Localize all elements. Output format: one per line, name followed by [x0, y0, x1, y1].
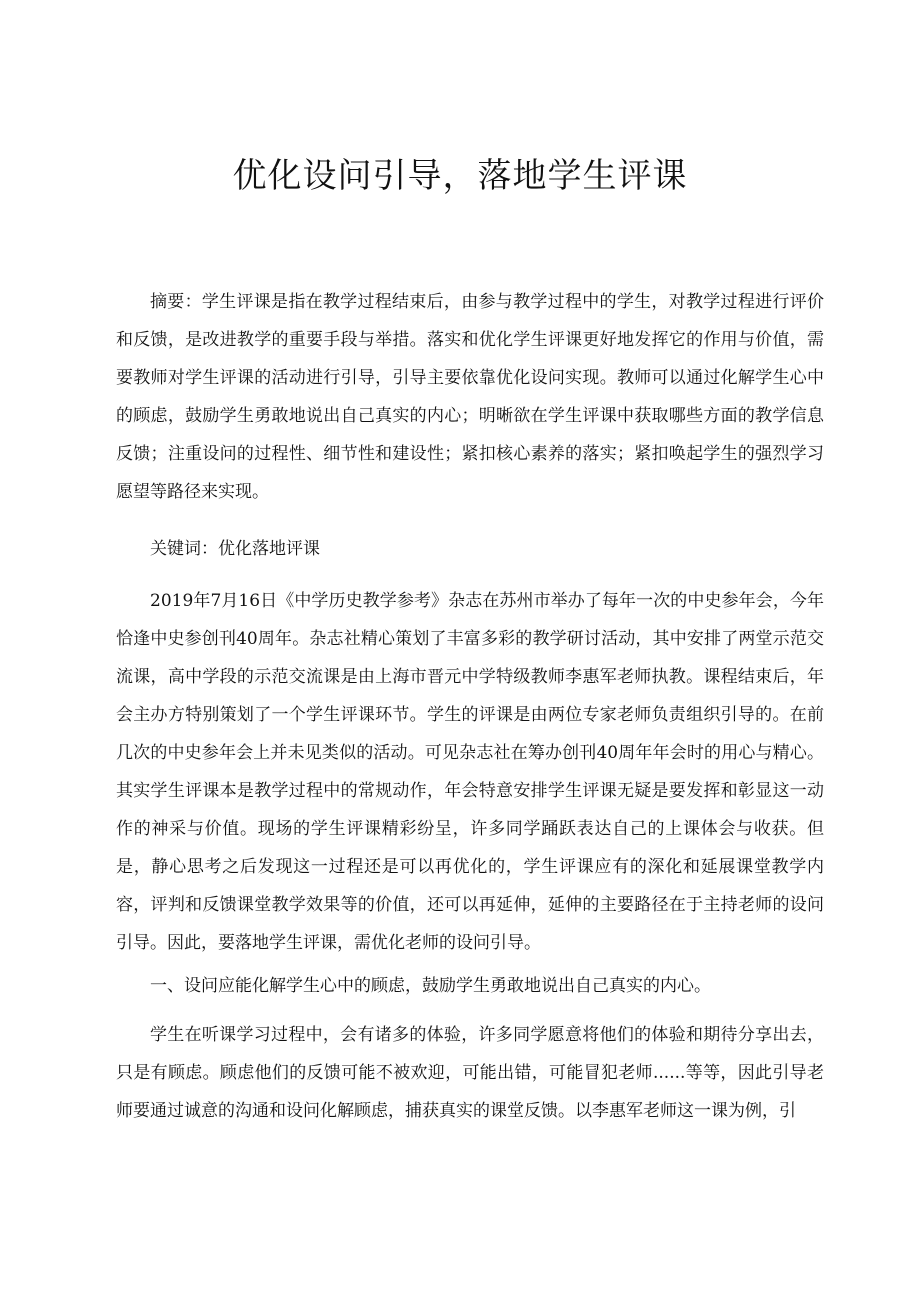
section-heading-1: 一、设问应能化解学生心中的顾虑，鼓励学生勇敢地说出自己真实的内心。	[150, 976, 711, 996]
document-title: 优化设问引导，落地学生评课	[232, 156, 688, 196]
section-1-paragraph: 学生在听课学习过程中，会有诸多的体验，许多同学愿意将他们的体验和期待分享出去，只是有顾虑。顾虑他们的反馈可能不被欢迎，可能出错，可能冒犯老师......等等，因此引导老师要通过诚意的沟通和设问化解顾虑，捕获真实的课堂反馈。以李惠军老师这一课为例，引	[116, 1025, 824, 1121]
keywords-line: 关键词：优化落地评课	[150, 539, 320, 559]
intro-paragraph: 2019年7月16日《中学历史教学参考》杂志在苏州市举办了每年一次的中史参年会，今年恰逢中史参创刊40周年。杂志社精心策划了丰富多彩的教学研讨活动，其中安排了两堂示范交流课，高中学段的示范交流课是由上海市晋元中学特级教师李惠军老师执教。课程结束后，年会主办方特别策划了一个学生评课环节。学生的评课是由两位专家老师负责组织引导的。在前几次的中史参年会上并未见类似的活动。可见杂志社在筹办创刊40周年年会时的用心与精心。其实学生评课本是教学过程中的常规动作，年会特意安排学生评课无疑是要发挥和彰显这一动作的神采与价值。现场的学生评课精彩纷呈，许多同学踊跃表达自己的上课体会与收获。但是，静心思考之后发现这一过程还是可以再优化的，学生评课应有的深化和延展课堂教学内容，评判和反馈课堂教学效果等的价值，还可以再延伸，延伸的主要路径在于主持老师的设问引导。因此，要落地学生评课，需优化老师的设问引导。	[116, 591, 824, 953]
abstract-paragraph: 摘要：学生评课是指在教学过程结束后，由参与教学过程中的学生，对教学过程进行评价和反馈，是改进教学的重要手段与举措。落实和优化学生评课更好地发挥它的作用与价值，需要教师对学生评课的活动进行引导，引导主要依靠优化设问实现。教师可以通过化解学生心中的顾虑，鼓励学生勇敢地说出自己真实的内心；明晰欲在学生评课中获取哪些方面的教学信息反馈；注重设问的过程性、细节性和建设性；紧扣核心素养的落实；紧扣唤起学生的强烈学习愿望等路径来实现。	[116, 292, 824, 502]
